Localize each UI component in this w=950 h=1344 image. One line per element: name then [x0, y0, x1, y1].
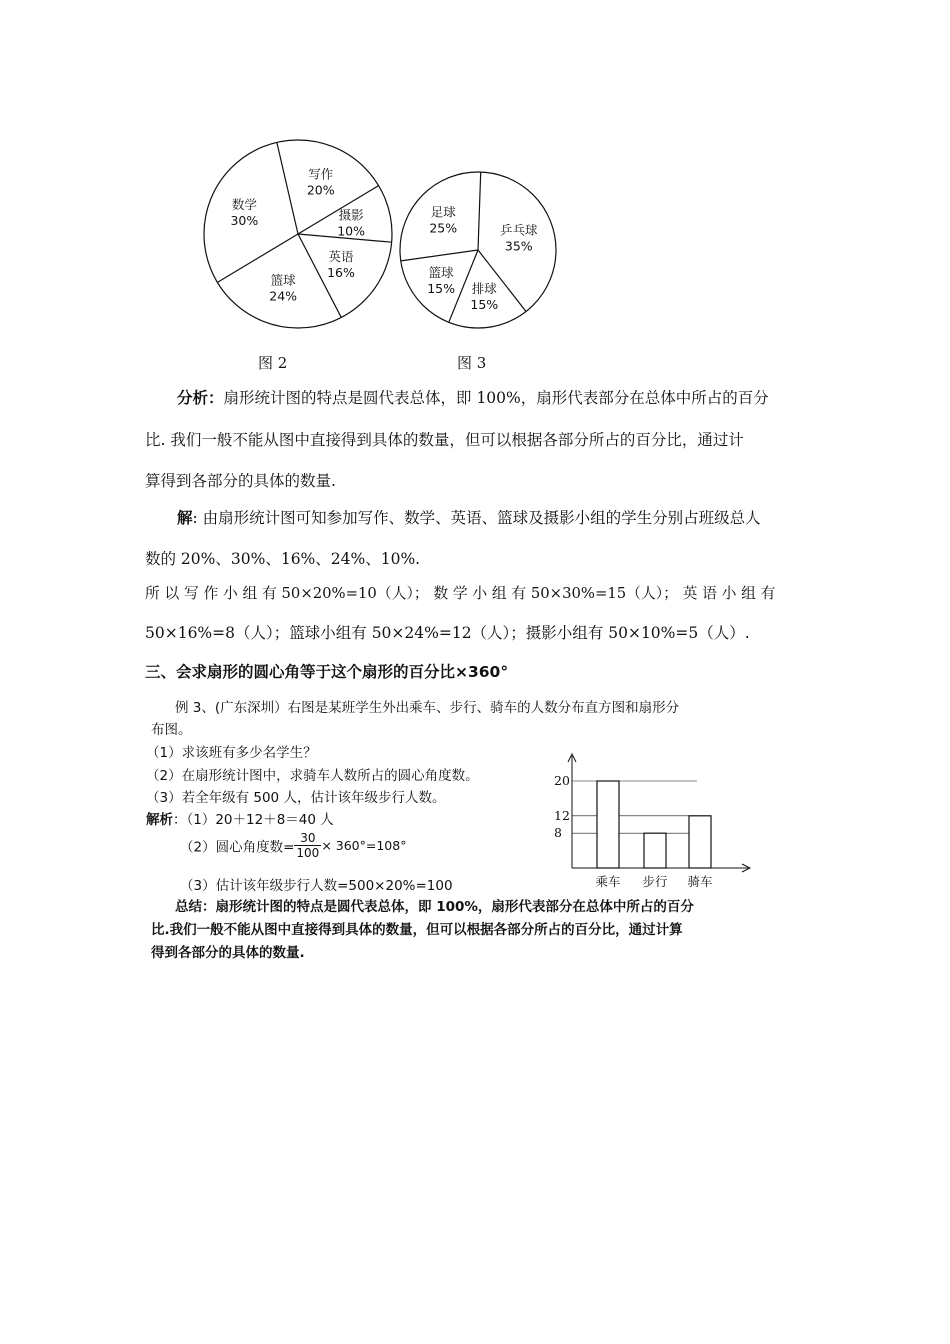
pie2-slice-percent: 24% [269, 288, 298, 304]
analysis-line-2: 比. 我们一般不能从图中直接得到具体的数量，但可以根据各部分所占的百分比，通过计 [145, 431, 744, 449]
pie2-slice-percent: 16% [327, 264, 355, 280]
example3-intro-2: 布图。 [151, 722, 192, 738]
category-label: 步行 [642, 874, 668, 889]
pie3-slice-label: 篮球 [428, 264, 454, 280]
pie-chart-fig3 [398, 168, 563, 333]
example3-answer-1: 解析：（1）20＋12＋8＝40 人 [146, 812, 334, 828]
example3-answer-3: （3）估计该年级步行人数=500×20%=100 [180, 878, 453, 894]
pie2-slice-percent: 30% [230, 213, 259, 229]
category-label: 骑车 [687, 874, 713, 889]
pie3-slice-percent: 15% [427, 280, 456, 296]
example3-summary-1: 总结：扇形统计图的特点是圆代表总体，即 100%，扇形代表部分在总体中所占的百分 [175, 899, 694, 915]
pie3-slice-label: 乒乓球 [500, 222, 538, 238]
figure-caption-2: 图 2 [258, 354, 288, 372]
pie3-slice-label: 排球 [471, 280, 497, 296]
bar [644, 833, 666, 868]
fraction: $\frac{30}{100}$ [296, 831, 320, 860]
analysis-line-3: 算得到各部分的具体的数量. [145, 472, 336, 490]
pie2-slice-percent: 20% [306, 182, 335, 198]
example3-summary-3: 得到各部分的具体的数量. [151, 945, 305, 961]
y-tick-label: 8 [554, 825, 562, 841]
example3-question-3: （3）若全年级有 500 人，估计该年级步行人数。 [146, 790, 446, 806]
example3-summary-2: 比.我们一般不能从图中直接得到具体的数量，但可以根据各部分所占的百分比，通过计算 [151, 922, 683, 938]
pie3-slice-label: 足球 [430, 204, 456, 220]
category-label: 乘车 [595, 874, 621, 889]
solution-label: 解 [177, 508, 193, 527]
pie2-slice-label: 篮球 [270, 272, 296, 288]
section-3-title: 三、会求扇形的圆心角等于这个扇形的百分比×360° [145, 663, 509, 681]
pie2-slice-label: 英语 [328, 248, 354, 264]
pie2-slice-label: 摄影 [338, 207, 364, 223]
solution-line-4: 50×16%=8（人）；篮球小组有 50×24%=12（人）；摄影小组有 50×10%=5（人）. [145, 624, 750, 642]
y-tick-label: 12 [554, 807, 570, 823]
pie2-slice-label: 数学 [231, 197, 257, 213]
pie3-slice-percent: 15% [470, 296, 499, 312]
bar [597, 781, 619, 868]
solution-line-2: 数的 20%、30%、16%、24%、10%. [145, 550, 421, 568]
solution-line-1: 解: 由扇形统计图可知参加写作、数学、英语、篮球及摄影小组的学生分别占班级总人 [177, 508, 761, 527]
bar-chart [550, 750, 755, 895]
pie3-slice-percent: 25% [429, 220, 458, 236]
pie-chart-fig2 [190, 136, 415, 336]
example3-intro-1: 例 3、(广东深圳）右图是某班学生外出乘车、步行、骑车的人数分布直方图和扇形分 [175, 700, 680, 716]
analysis-line-1: 分析：扇形统计图的特点是圆代表总体，即 100%，扇形代表部分在总体中所占的百分 [177, 388, 769, 407]
example3-answer-2: （2）圆心角度数= $\frac{30}{100}$ × 360°=108° [180, 831, 407, 860]
bar [689, 816, 711, 868]
pie2-slice-label: 写作 [308, 166, 334, 182]
figure-caption-3: 图 3 [457, 354, 487, 372]
example3-question-1: （1）求该班有多少名学生？ [146, 745, 317, 761]
answer-label: 解析 [146, 812, 173, 828]
analysis-label: 分析： [177, 388, 224, 407]
pie3-slice-percent: 35% [504, 238, 533, 254]
solution-line-3: 所 以 写 作 小 组 有 50×20%=10（人）； 数 学 小 组 有 50×30%=15（人）； 英 语 小 组 有 [145, 585, 776, 602]
y-tick-label: 20 [554, 773, 570, 788]
example3-question-2: （2）在扇形统计图中，求骑车人数所占的圆心角度数。 [146, 768, 479, 784]
pie2-slice-percent: 10% [337, 223, 366, 239]
